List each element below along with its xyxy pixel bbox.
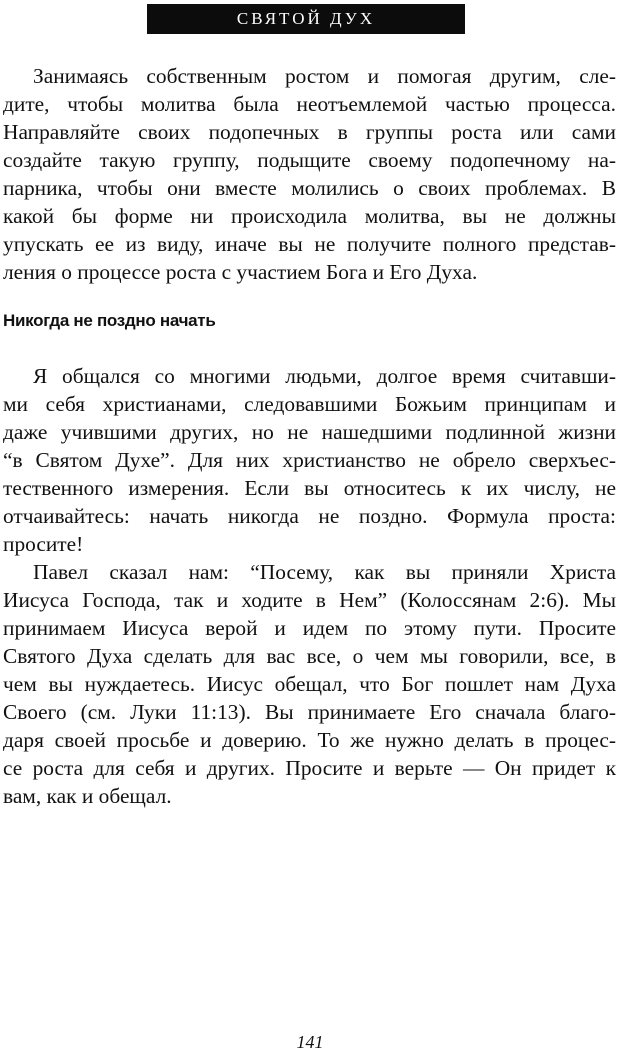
text-line: принимаем Иисуса верой и идем по этому пути. Просите [3,616,616,640]
paragraph-1 [3,62,616,286]
page-number: 141 [296,1032,324,1052]
text-line: Святого Духа сделать для вас все, о чем мы говорили, все, в [3,644,616,668]
text-line: просите! [3,532,84,556]
text-line: какой бы форме ни происходила молитва, вы не должны [3,204,616,228]
text-line: парника, чтобы они вместе молились о своих проблемах. В [3,176,616,200]
text-line: тественного измерения. Если вы относитесь к их числу, не [3,476,616,500]
text-line: дите, чтобы молитва была неотъемлемой частью процесса. [3,92,616,116]
running-header [147,4,465,34]
header-title: СВЯТОЙ ДУХ [236,9,376,28]
text-line: Занимаясь собственным ростом и помогая другим, сле- [33,64,616,88]
text-line: вам, как и обещал. [3,784,172,808]
text-line: упускать ее из виду, иначе вы не получите полного представ- [3,232,616,256]
text-line: се роста для себя и других. Просите и верьте — Он придет к [3,756,616,780]
section-heading: Никогда не поздно начать [3,311,216,330]
text-line: Своего (см. Луки 11:13). Вы принимаете Его сначала благо- [3,700,616,724]
paragraph-2 [3,362,616,558]
text-line: отчаивайтесь: начать никогда не поздно. Формула проста: [3,504,616,528]
text-line: ми себя христианами, следовавшими Божьим принципам и [3,392,616,416]
text-line: даря своей просьбе и доверию. То же нужно делать в процес- [3,728,616,752]
text-line: создайте такую группу, подыщите своему подопечному на- [3,148,616,172]
text-line: даже учившими других, но не нашедшими подлинной жизни [3,420,616,444]
text-line: Направляйте своих подопечных в группы роста или сами [3,120,616,144]
paragraph-3 [3,558,616,810]
text-line: Иисуса Господа, так и ходите в Нем” (Колоссянам 2:6). Мы [3,588,616,612]
text-line: чем вы нуждаетесь. Иисус обещал, что Бог пошлет нам Духа [3,672,616,696]
text-line: “в Святом Духе”. Для них христианство не обрело сверхъес- [3,448,616,472]
text-line: ления о процессе роста с участием Бога и Его Духа. [3,260,478,284]
text-line: Я общался со многими людьми, долгое время считавши- [33,364,616,388]
text-line: Павел сказал нам: “Посему, как вы приняли Христа [33,560,616,584]
